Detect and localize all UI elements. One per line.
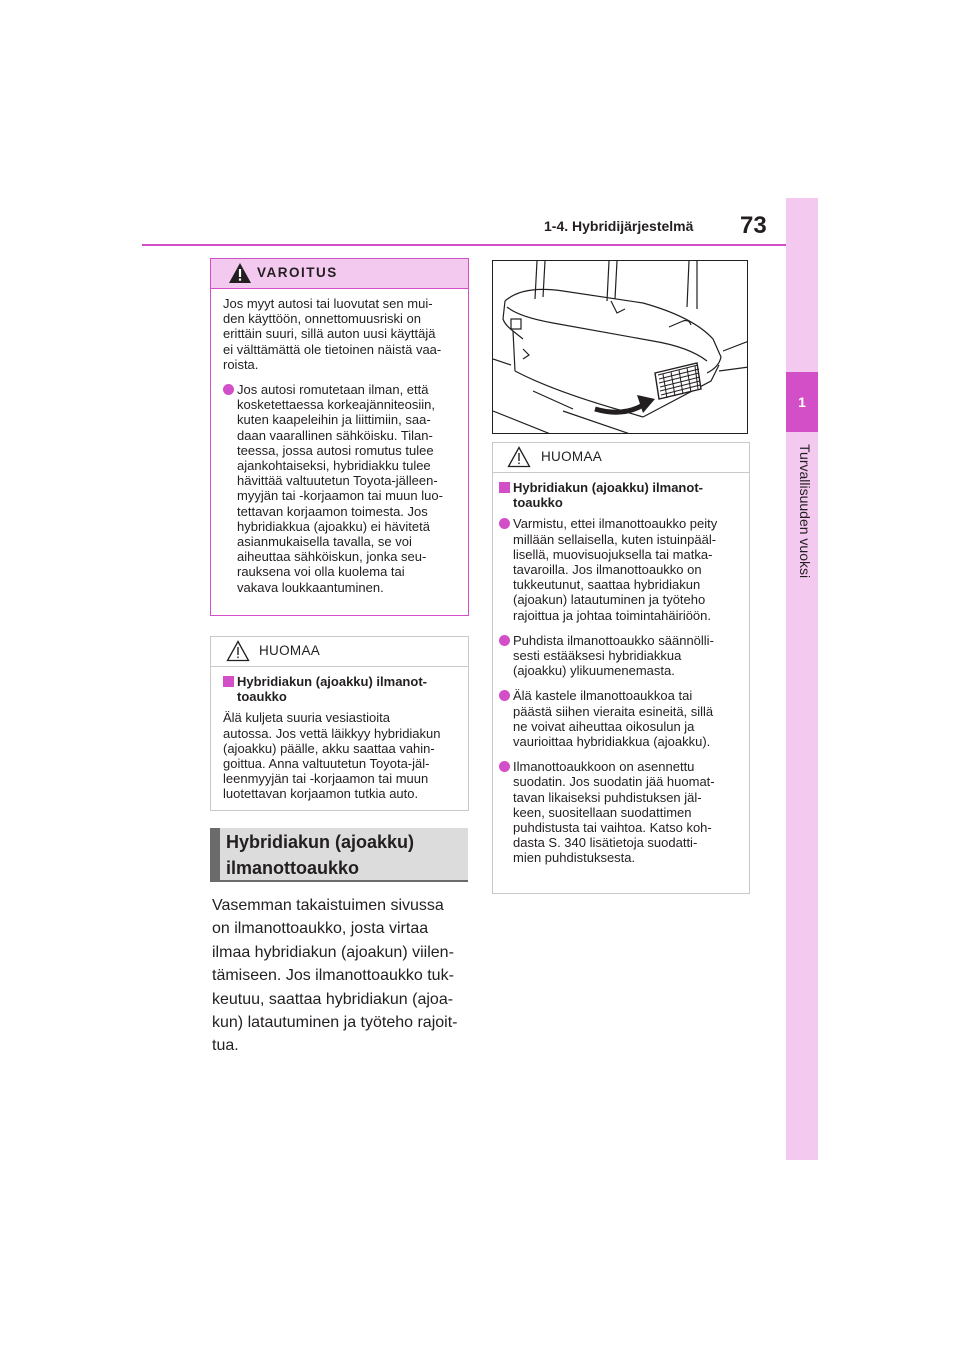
rear-seat-drawing xyxy=(493,261,748,434)
notice-left-title: HUOMAA xyxy=(259,643,321,658)
notice-right-body xyxy=(493,473,749,866)
chapter-number[interactable]: 1 xyxy=(786,372,818,432)
warning-bullet xyxy=(223,382,456,595)
page-number: 73 xyxy=(740,212,767,239)
notice-left-text: Älä kuljeta suuria vesiastioita autossa. Jos vettä läikkyy hybridiakun (ajoakku) päälle, akku saattaa vahin- goittua. Anna valtuutetun Toyota-jäl- leenmyyjän tai -korjaamon tai muun luotettavan korjaamon tutkia auto. xyxy=(223,710,441,802)
warning-body xyxy=(211,289,468,595)
bullet-dot-icon xyxy=(499,518,510,529)
main-paragraph: Vasemman takaistuimen sivussa on ilmanottoaukko, josta virtaa ilmaa hybridiakun (ajoakun) viilen- tämiseen. Jos ilmanottoaukko tuk- keutuu, saattaa hybridiakun (ajoa- kun) latautuminen ja työteho rajoit- tua. xyxy=(212,897,458,1055)
notice-right-bullet: Varmistu, ettei ilmanottoaukko peity millään sellaisella, kuten istuinpääl- lisellä, muovisuojuksella tai matka- tavaroilla. Jos ilmanottoaukko on tukkeutunut, saattaa hybridiakun (ajoakun) latautuminen ja työteho rajoittua ja johtaa toimintahäiriöön. xyxy=(499,516,737,622)
side-tab xyxy=(786,198,818,1160)
warning-triangle-icon xyxy=(228,262,252,284)
notice-box-right xyxy=(492,442,750,894)
notice-box-left-header xyxy=(211,637,468,667)
notice-box-right-header xyxy=(493,443,749,473)
notice-right-bullet: Älä kastele ilmanottoaukkoa tai päästä siihen vieraita esineitä, sillä ne voivat aiheuttaa oikosulun ja vaurioittaa hybridiakkua (ajoakku). xyxy=(499,688,737,749)
notice-left-subheading: Hybridiakun (ajoakku) ilmanot- toaukko xyxy=(223,674,456,704)
section-heading-text: Hybridiakun (ajoakku) ilmanottoaukko xyxy=(226,832,415,878)
warning-box xyxy=(210,258,469,616)
caution-triangle-icon xyxy=(507,446,531,468)
warning-intro: Jos myyt autosi tai luovutat sen mui- den käyttöön, onnettomuusriski on erittäin suuri, sillä auton uusi käyttäjä ei välttämättä ole tietoinen näistä vaa- roista. xyxy=(223,296,442,372)
bullet-square-icon xyxy=(223,676,234,687)
header-rule xyxy=(142,244,786,246)
notice-right-bullet: Puhdista ilmanottoaukko säännölli- sesti estääksesi hybridiakkua (ajoakku) ylikuumenemasta. xyxy=(499,633,737,679)
bullet-dot-icon xyxy=(499,690,510,701)
section-heading xyxy=(210,828,468,882)
warning-box-header xyxy=(211,259,468,289)
caution-triangle-icon xyxy=(226,640,250,662)
bullet-dot-icon xyxy=(499,761,510,772)
notice-box-left xyxy=(210,636,469,811)
notice-left-body xyxy=(211,667,468,802)
notice-right-title: HUOMAA xyxy=(541,449,603,464)
section-heading-bar xyxy=(210,828,220,882)
air-intake-illustration xyxy=(492,260,748,434)
notice-right-bullet: Ilmanottoaukkoon on asennettu suodatin. Jos suodatin jää huomat- tavan likaiseksi puhdistuksen jäl- keen, suositellaan suodattimen puhdistusta tai vaihtoa. Katso koh- dasta S. 340 lisätietoja suodatti- mien puhdistuksesta. xyxy=(499,759,737,865)
notice-right-subheading: Hybridiakun (ajoakku) ilmanot- toaukko xyxy=(499,480,737,510)
bullet-dot-icon xyxy=(223,384,234,395)
bullet-dot-icon xyxy=(499,635,510,646)
section-title: 1-4. Hybridijärjestelmä xyxy=(544,218,694,234)
warning-bullet-text: Jos autosi romutetaan ilman, että kosketettaessa korkeajänniteosiin, kuten kaapeleihin ja liittimiin, saa- daan vaarallinen sähköisku. Tilan- teessa, jossa autosi romutus tulee ajankohtaiseksi, hybridiakku tulee hävittää valtuutetun Toyota-jälleen- myyjän tai -korjaamon tai muun luo- tettavan korjaamon toimesta. Jos hybridiakkua (ajoakku) ei hävitetä asianmukaisella tavalla, se voi aiheuttaa sähköiskun, jonka seu- rauksena voi olla kuolema tai vakava loukkaantuminen. xyxy=(237,382,443,595)
warning-title: VAROITUS xyxy=(257,265,338,280)
bullet-square-icon xyxy=(499,482,510,493)
chapter-label: Turvallisuuden vuoksi xyxy=(797,444,813,579)
